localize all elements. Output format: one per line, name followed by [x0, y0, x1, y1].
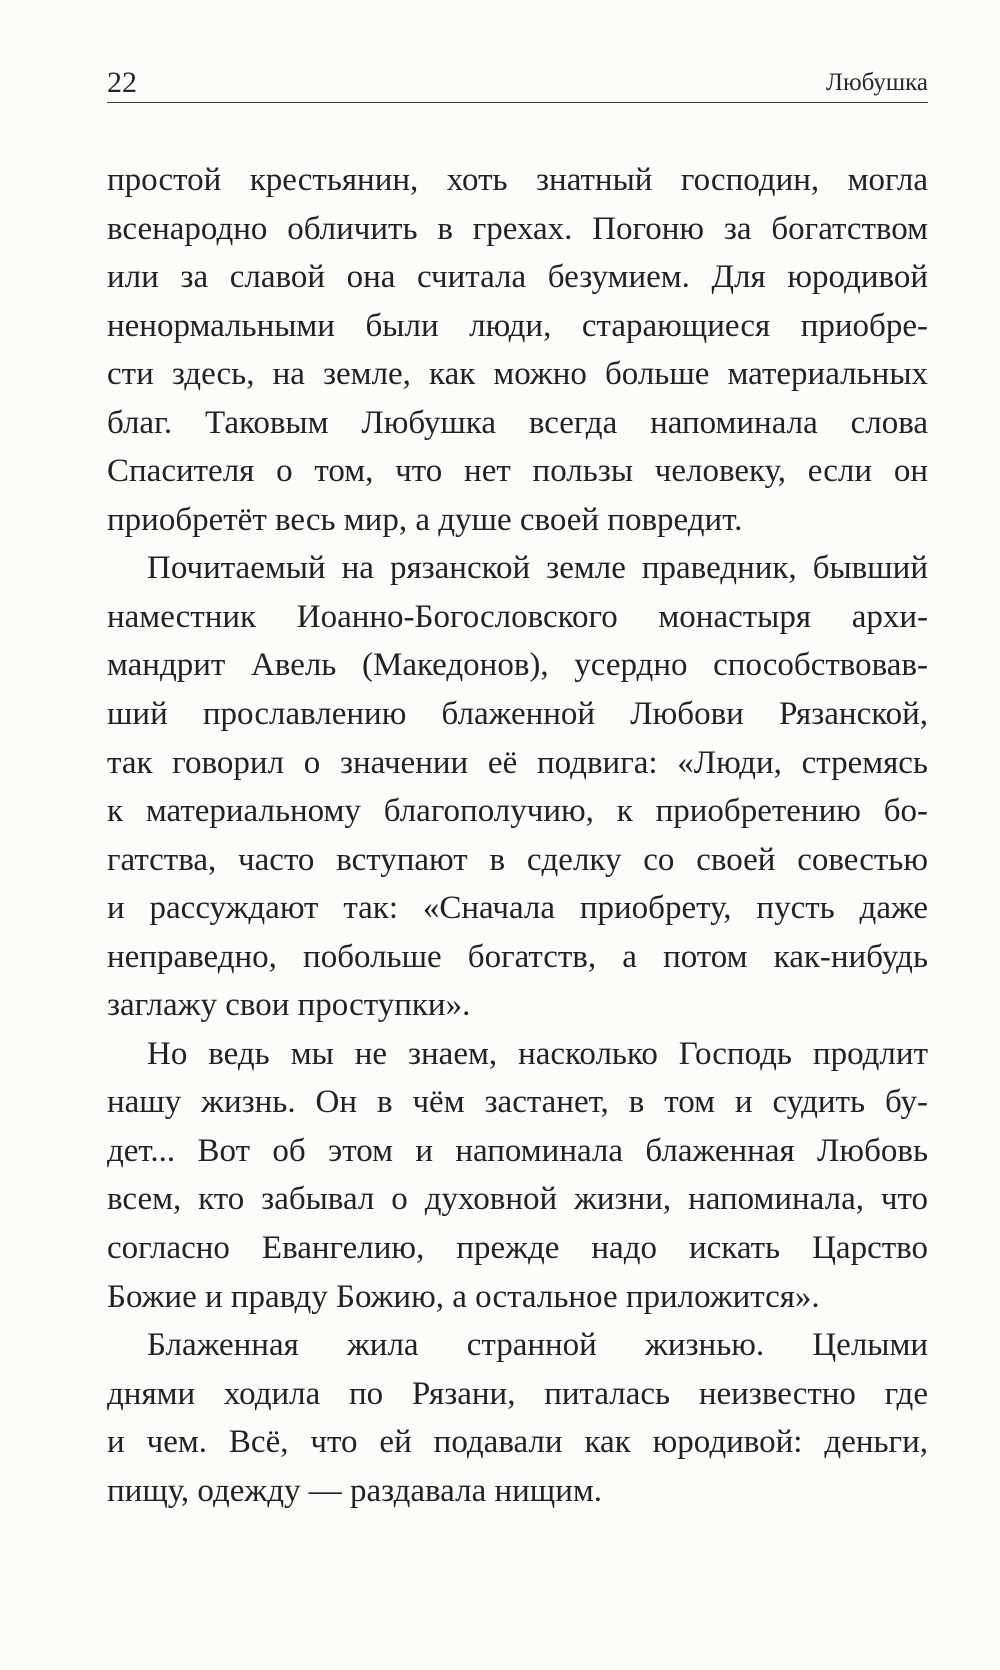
text-line: дет... Вот об этом и напоминала блаженная Любовь: [107, 1132, 928, 1169]
text-line: согласно Евангелию, прежде надо искать Царство: [107, 1230, 928, 1267]
text-line: всенародно обличить в грехах. Погоню за богатством: [107, 210, 928, 247]
text-line: приобретёт весь мир, а душе своей повредит.: [107, 501, 743, 538]
paragraph-4: [107, 1321, 928, 1515]
text-line: Спасителя о том, что нет пользы человеку, если он: [107, 453, 928, 490]
paragraph-1: [107, 156, 928, 544]
text-line: Почитаемый на рязанской земле праведник, бывший: [147, 550, 928, 587]
text-line: сти здесь, на земле, как можно больше материальных: [107, 356, 928, 393]
body-text: [107, 156, 928, 1515]
text-line: так говорил о значении её подвига: «Люди, стремясь: [107, 744, 928, 781]
paragraph-3: [107, 1030, 928, 1321]
text-line: Божие и правду Божию, а остальное приложится».: [107, 1278, 820, 1315]
text-line: днями ходила по Рязани, питалась неизвестно где: [107, 1375, 928, 1412]
running-head: [107, 58, 928, 103]
text-line: к материальному благополучию, к приобретению бо-: [107, 793, 928, 830]
text-line: неправедно, побольше богатств, а потом как-нибудь: [107, 938, 928, 975]
text-line: наместник Иоанно-Богословского монастыря архи-: [107, 598, 928, 635]
text-line: всем, кто забывал о духовной жизни, напоминала, что: [107, 1181, 928, 1218]
text-line: простой крестьянин, хоть знатный господин, могла: [107, 162, 928, 198]
page-number: 22: [107, 66, 137, 99]
running-title: Любушка: [825, 69, 928, 96]
text-line: заглажу свои проступки».: [107, 987, 471, 1024]
text-line: мандрит Авель (Македонов), усердно способствовав-: [107, 647, 928, 684]
paragraph-2: [107, 544, 928, 1029]
text-line: благ. Таковым Любушка всегда напоминала слова: [107, 404, 928, 441]
text-line: нашу жизнь. Он в чём застанет, в том и судить бу-: [107, 1084, 928, 1121]
text-line: или за славой она считала безумием. Для юродивой: [107, 259, 928, 296]
text-line: ненормальными были люди, старающиеся приобре-: [107, 307, 928, 344]
text-line: гатства, часто вступают в сделку со своей совестью: [107, 841, 928, 878]
text-line: Блаженная жила странной жизнью. Целыми: [147, 1327, 928, 1364]
text-line: пищу, одежду — раздавала нищим.: [107, 1472, 602, 1509]
text-line: ший прославлению блаженной Любови Рязанской,: [107, 696, 928, 733]
text-line: Но ведь мы не знаем, насколько Господь продлит: [147, 1035, 928, 1072]
text-line: и рассуждают так: «Сначала приобрету, пусть даже: [107, 890, 928, 927]
text-line: и чем. Всё, что ей подавали как юродивой: деньги,: [107, 1424, 928, 1461]
